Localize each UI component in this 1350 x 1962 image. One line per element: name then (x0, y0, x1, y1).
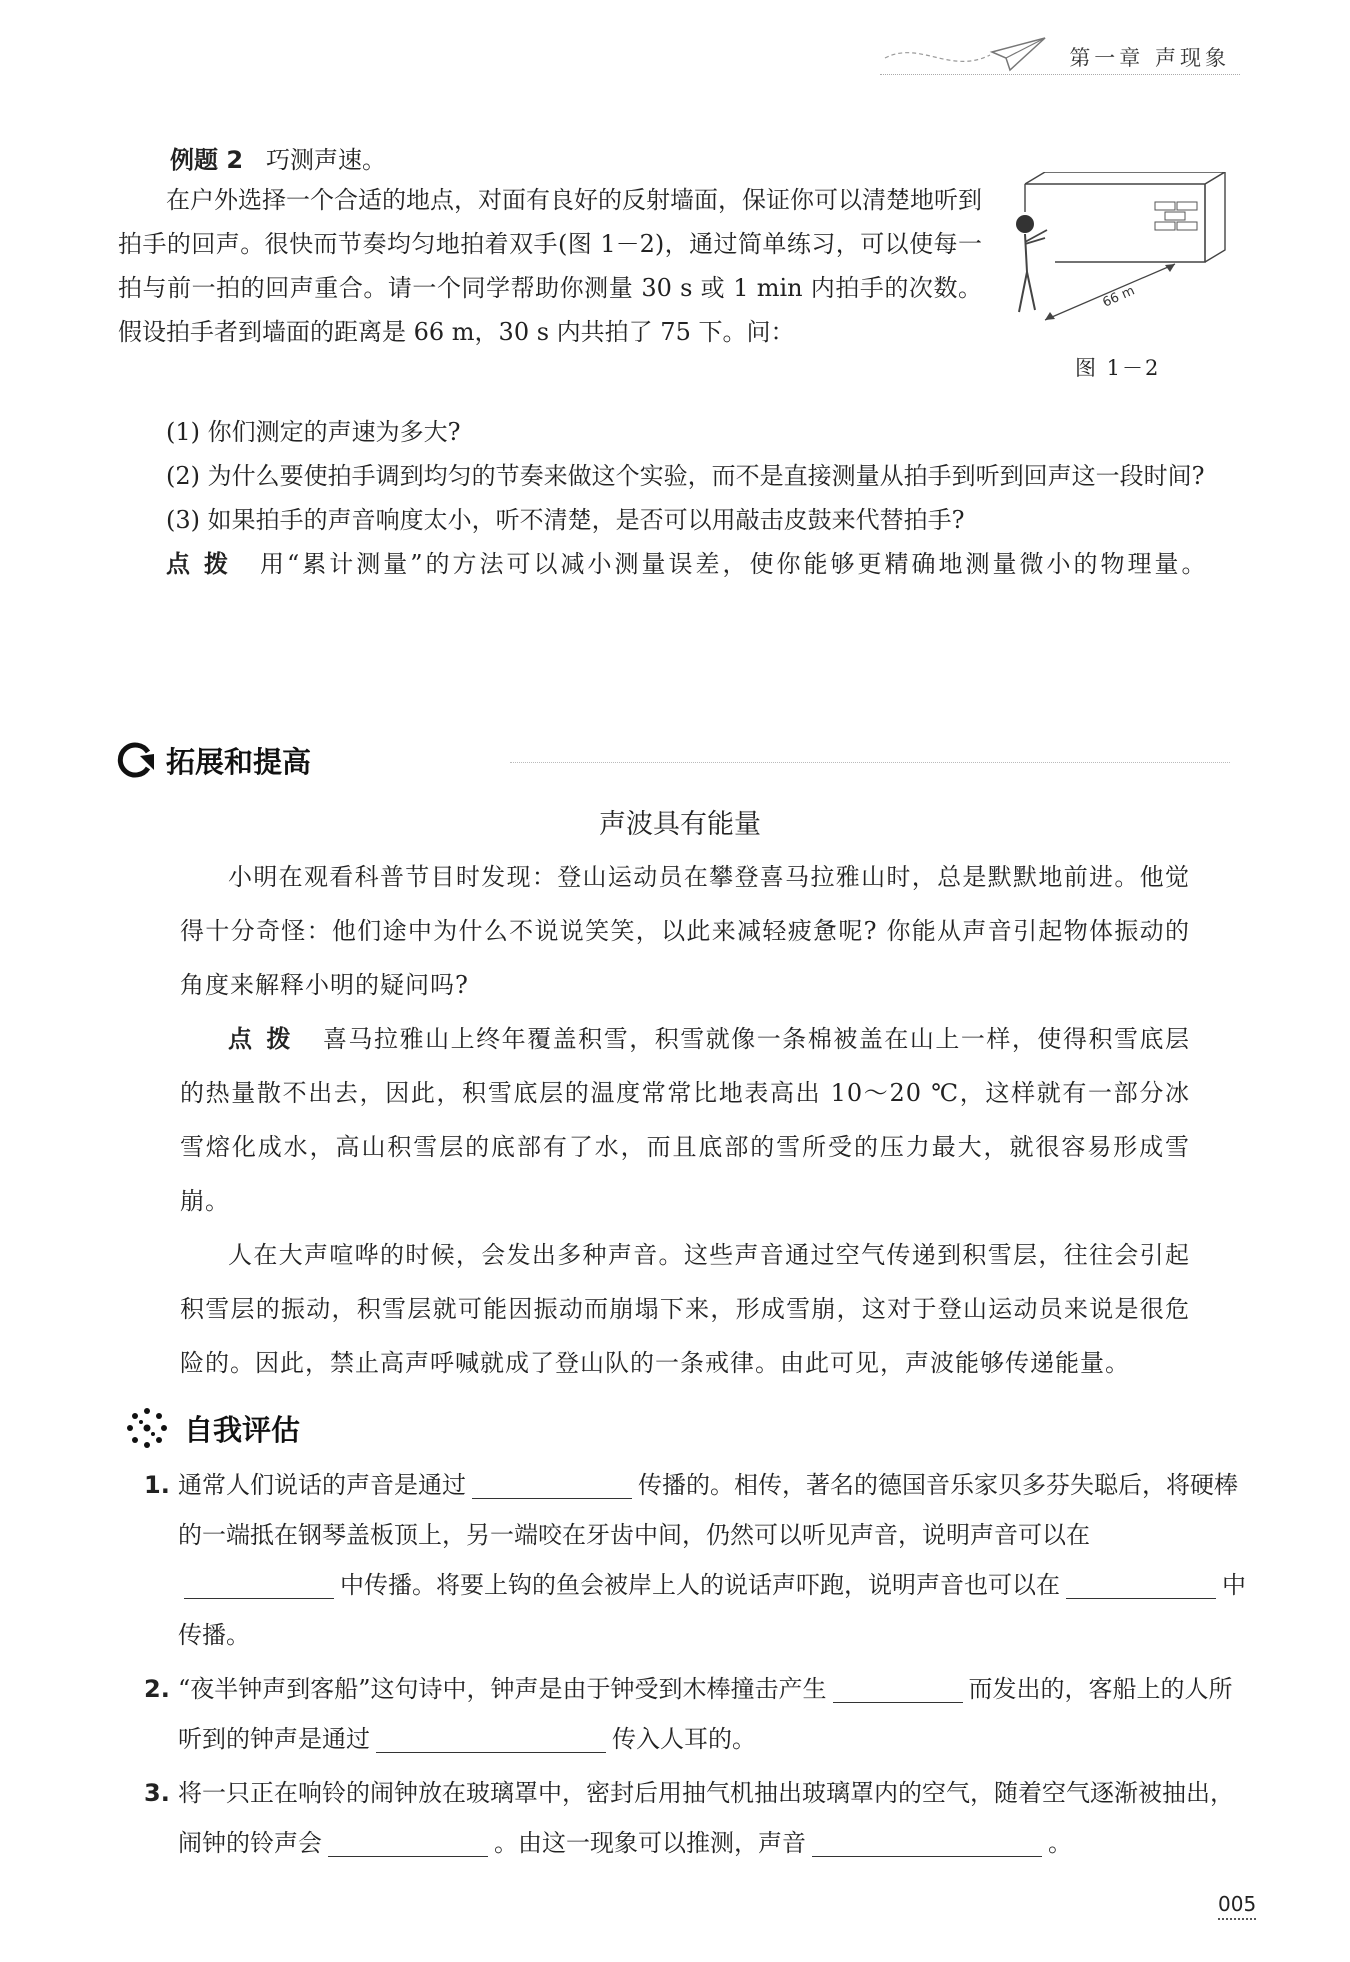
question-1-text-d: 中传播。 (178, 1571, 1246, 1649)
example-body (118, 178, 982, 354)
question-2-text-b: 而发出的，客船上的人所听到的钟声是通过 (178, 1675, 1233, 1753)
header-decoration (880, 30, 1070, 80)
paper-plane-icon (880, 30, 1070, 80)
question-3-text-c: 。 (1048, 1829, 1072, 1857)
extension-hint-label: 点拨 (228, 1024, 306, 1053)
self-eval-section-title: 自我评估 (184, 1413, 301, 1447)
question-1 (144, 1460, 1248, 1660)
example-question-2: (2) 为什么要使拍手调到均匀的节奏来做这个实验，而不是直接测量从拍手到听到回声这一段时间? (166, 462, 1205, 490)
chapter-title: 第一章 声现象 (1069, 46, 1230, 70)
extension-hint (180, 1012, 1190, 1228)
hint-label: 点拨 (166, 549, 242, 578)
answer-blank[interactable] (812, 1826, 1042, 1857)
extension-paragraph-3: 人在大声喧哗的时候，会发出多种声音。这些声音通过空气传递到积雪层，往往会引起积雪层的振动，积雪层就可能因振动而崩塌下来，形成雪崩，这对于登山运动员来说是很危险的。因此，禁止高声呼喊就成了登山队的一条戒律。由此可见，声波能够传递能量。 (180, 1241, 1190, 1377)
example-hint (118, 542, 1236, 586)
self-eval-questions (144, 1460, 1248, 1868)
figure-1-2 (1005, 172, 1245, 332)
article-title: 声波具有能量 (599, 809, 761, 840)
clapping-figure-illustration (1005, 172, 1245, 332)
extension-hint-text: 喜马拉雅山上终年覆盖积雪，积雪就像一条棉被盖在山上一样，使得积雪底层的热量散不出去，因此，积雪底层的温度常常比地表高出 10～20 ℃，这样就有一部分冰雪熔化成水，高山积雪层的底部有了水，而且底部的雪所受的压力最大，就很容易形成雪崩。 (180, 1025, 1191, 1215)
question-1-number: 1. (144, 1471, 170, 1499)
answer-blank[interactable] (1066, 1568, 1216, 1599)
example-question-3: (3) 如果拍手的声音响度太小，听不清楚，是否可以用敲击皮鼓来代替拍手? (166, 506, 965, 534)
question-2 (144, 1664, 1248, 1764)
example-2-block (118, 138, 982, 182)
header-rule (880, 74, 1240, 75)
answer-blank[interactable] (472, 1468, 632, 1499)
extension-divider (510, 762, 1230, 763)
example-title: 巧测声速。 (265, 146, 386, 174)
question-3-number: 3. (144, 1779, 170, 1807)
refresh-arrow-icon (114, 738, 158, 782)
question-3-text-b: 。由这一现象可以推测，声音 (494, 1829, 806, 1857)
example-questions (118, 410, 1236, 586)
question-2-text-a: “夜半钟声到客船”这句诗中，钟声是由于钟受到木棒撞击产生 (178, 1675, 827, 1703)
page-number: 005 (1218, 1892, 1256, 1920)
question-2-number: 2. (144, 1675, 170, 1703)
figure-caption: 图 1－2 (1075, 356, 1161, 380)
example-question-1: (1) 你们测定的声速为多大? (166, 418, 461, 446)
hint-text: 用“累计测量”的方法可以减小测量误差，使你能够更精确地测量微小的物理量。 (260, 550, 1209, 578)
question-1-text-a: 通常人们说话的声音是通过 (178, 1471, 466, 1499)
example-body-text: 在户外选择一个合适的地点，对面有良好的反射墙面，保证你可以清楚地听到拍手的回声。很快而节奏均匀地拍着双手(图 1－2)，通过简单练习，可以使每一拍与前一拍的回声重合。请一个同学帮助你测量 30 s 或 1 min 内拍手的次数。假设拍手者到墙面的距离是 66 m，30 s 内共拍了 75 下。问： (118, 186, 982, 346)
question-1-text-b: 传播的。相传，著名的德国音乐家贝多芬失聪后，将硬棒的一端抵在钢琴盖板顶上，另一端咬在牙齿中间，仍然可以听见声音，说明声音可以在 (178, 1471, 1238, 1549)
answer-blank[interactable] (328, 1826, 488, 1857)
extension-body (180, 850, 1190, 1390)
example-label: 例题 2 (170, 146, 244, 174)
distance-label: 66 m (1100, 283, 1138, 311)
question-2-text-c: 传入人耳的。 (612, 1725, 756, 1753)
answer-blank[interactable] (833, 1672, 963, 1703)
question-1-text-c: 中传播。将要上钩的鱼会被岸上人的说话声吓跑，说明声音也可以在 (340, 1571, 1060, 1599)
dots-icon (124, 1405, 170, 1451)
question-3 (144, 1768, 1248, 1868)
extension-section-title: 拓展和提高 (166, 745, 312, 779)
answer-blank[interactable] (376, 1722, 606, 1753)
extension-paragraph-1: 小明在观看科普节目时发现：登山运动员在攀登喜马拉雅山时，总是默默地前进。他觉得十分奇怪：他们途中为什么不说说笑笑，以此来减轻疲惫呢? 你能从声音引起物体振动的角度来解释小明的疑问吗? (180, 863, 1190, 999)
answer-blank[interactable] (184, 1568, 334, 1599)
example-heading (170, 138, 982, 182)
question-3-text-a: 将一只正在响铃的闹钟放在玻璃罩中，密封后用抽气机抽出玻璃罩内的空气，随着空气逐渐被抽出，闹钟的铃声会 (178, 1779, 1234, 1857)
